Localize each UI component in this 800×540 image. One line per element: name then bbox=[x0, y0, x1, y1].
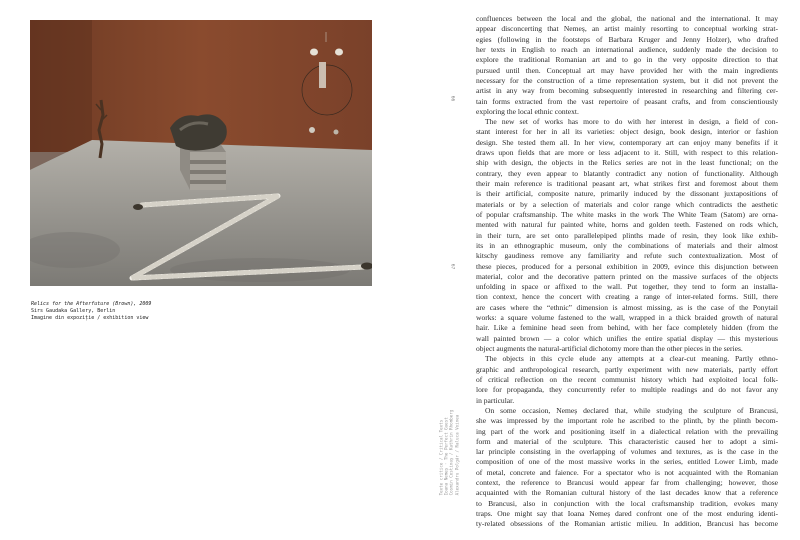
text-line: egies (following in the footsteps of Barbara Kruger and Jenny Holzer), who drafted bbox=[476, 34, 778, 44]
text-line: composition of one of the most massive works in the series, entitled Lower Limb, made bbox=[476, 457, 778, 467]
text-line: necessary for the construction of a time representation system, but it did not prevent the bbox=[476, 75, 778, 85]
text-line: are cases where the “ethnic” dimension is almost missing, as is the case of the Ponytail bbox=[476, 302, 778, 312]
running-head-line: Ioana Nemeș · The Perfect Guest bbox=[443, 417, 449, 496]
text-line: form and material of the sculpture. This characteristic caused her to adopt a simi- bbox=[476, 436, 778, 446]
text-line: their main reference is traditional peasant art, what strikes first and foremost about them bbox=[476, 179, 778, 188]
text-line: artist in any way from becoming subsequently interested in researching and filtering cer- bbox=[476, 86, 778, 96]
text-line: she was impressed by the important role he ascribed to the plinth, by the plinth becom- bbox=[476, 416, 778, 426]
text-line: of critical reflection on the recent communist history which had exploited local folk- bbox=[476, 374, 778, 384]
text-line: contrary, they even appear to blatantly contradict any notion of functionality. Although bbox=[476, 168, 778, 178]
running-head-line: Cosmin Costinaș / Kathrin Rhomberg bbox=[449, 409, 454, 496]
caption-description: Imagine din expoziție / exhibition view bbox=[31, 315, 149, 321]
text-line: is their artificial, composite nature, primarily induced by the dissonant juxtapositions of bbox=[476, 189, 778, 199]
text-line: draws upon fields that are more or less adjacent to it. Still, with respect to this relation- bbox=[476, 148, 778, 158]
text-line: context, the reference to Brancusi would appear far from challenging; however, those bbox=[476, 478, 778, 488]
text-line: material, color and the decorative pattern printed on the massive surfaces of the objects bbox=[476, 271, 778, 281]
text-line: her texts in English to reach an international audience, suddenly made the decision to bbox=[476, 44, 778, 54]
text-line: lar principle consisting in the overlapping of volumes and textures, as is the case in the bbox=[476, 447, 778, 457]
text-line: its in an ethnographic museum, only the combinations of materials and their almost bbox=[476, 240, 778, 250]
text-line: mented with natural fur painted white, horns and golden teeth. Fastened on rods which, bbox=[476, 220, 778, 230]
text-line: traps. One might say that Ioana Nemeș dared confront one of the most enduring identi- bbox=[476, 509, 778, 518]
text-line: tain forms extracted from the vast repertoire of peasant crafts, and from conscientiously bbox=[476, 96, 778, 106]
text-line: works: a square volume fastened to the wall, wrapped in a thick braided growth of natural bbox=[476, 313, 778, 323]
exhibition-photo bbox=[30, 20, 372, 286]
text-line: in particular. bbox=[476, 395, 515, 405]
text-line: of metal, concrete and faience. For a spectator who is not acquainted with the Romanian bbox=[476, 467, 778, 477]
text-line: materials or by a selection of materials and color range which contradicts the aesthetic bbox=[476, 199, 778, 209]
page-number-mid: 67 bbox=[449, 263, 455, 270]
text-line: stant interest for her in all its varieties: object design, book design, interior or fashion bbox=[476, 127, 778, 137]
text-line: hair. Like a feminine head seen from behind, with her face completely hidden (from the bbox=[476, 323, 778, 333]
running-head bbox=[438, 409, 460, 496]
page-number-top: 66 bbox=[449, 95, 455, 102]
body-text bbox=[476, 14, 778, 530]
text-line: wall painted brown — a color which unifies the entire spatial display — this mysterious bbox=[476, 333, 778, 343]
text-line: The objects in this cycle elude any attempts at a clear-cut meaning. Partly ethno- bbox=[485, 354, 778, 364]
text-line: these pieces, produced for a personal exhibition in 2009, evince this disjunction between bbox=[476, 261, 778, 271]
text-line: explore the traditional Romanian art and to go in the very opposite direction to that bbox=[476, 55, 778, 65]
text-line: in their turn, are set onto parallelepiped plinths made of resin, they look like exhib- bbox=[476, 230, 778, 240]
caption-venue: Sirs Gaudaka Gallery, Berlin bbox=[31, 308, 116, 314]
text-line: On some occasion, Nemeș declared that, while studying the sculpture of Brancusi, bbox=[485, 405, 778, 415]
running-head-line: Texte critice / Critical Texts bbox=[438, 419, 444, 496]
text-line: pursued until then. Conceptual art may have provided her with the main ingredients bbox=[476, 65, 778, 75]
text-line: confluences between the local and the global, the national and the international. It may bbox=[476, 14, 778, 23]
text-line: object augments the natural-artificial dichotomy more than the other pieces in the series. bbox=[476, 344, 743, 353]
text-line: exploring the local ethnic context. bbox=[476, 106, 579, 116]
text-line: design. She tested them all. In her view, contemporary art can enjoy many benefits if it bbox=[476, 137, 778, 147]
text-line: kitschy gaudiness remove any familiarity and refute such contextualization. Most of bbox=[476, 251, 778, 261]
text-line: graphic and anthropological research, partly experiment with new materials, partly effort bbox=[476, 364, 778, 374]
text-line: of popular craftsmanship. The white masks in the work The White Team (Satom) are orna- bbox=[476, 209, 778, 219]
text-line: lore for propaganda, they concurrently refer to multiple readings and do not favor any bbox=[476, 385, 778, 395]
photo-caption bbox=[31, 301, 271, 322]
text-line: acquainted with the Romanian cultural history of the last decades know that a reference bbox=[476, 488, 778, 498]
text-line: to Brancusi, also in conjunction with the local craftsmanship tradition, evokes many bbox=[476, 498, 778, 508]
running-head-line: Alexandru Polgár / Raluca Voinea bbox=[454, 414, 460, 496]
text-line: The new set of works has more to do with her interest in design, a field of con- bbox=[485, 117, 778, 127]
text-line: tion context, hence the concert with creating a range of inter-related forms. Still, there bbox=[476, 292, 778, 302]
caption-title: Relics for the Afterfuture (Brown), 2009 bbox=[31, 301, 152, 307]
text-line: ing part of the work and positioning itself in a dialectical relation with the prevailing bbox=[476, 426, 778, 436]
text-line: ty-related obsessions of the Romanian artistic milieu. In addition, Brancusi has become bbox=[476, 519, 778, 529]
text-line: ship with design, the objects in the Relics series are not in the least functional; on the bbox=[476, 158, 778, 168]
text-line: appear disconcerting that Nemeș, an artist mainly resorting to conceptual working strat- bbox=[476, 24, 778, 34]
text-line: unfolding in space or affixed to the wall. Put together, they tend to form an installa- bbox=[476, 282, 778, 292]
